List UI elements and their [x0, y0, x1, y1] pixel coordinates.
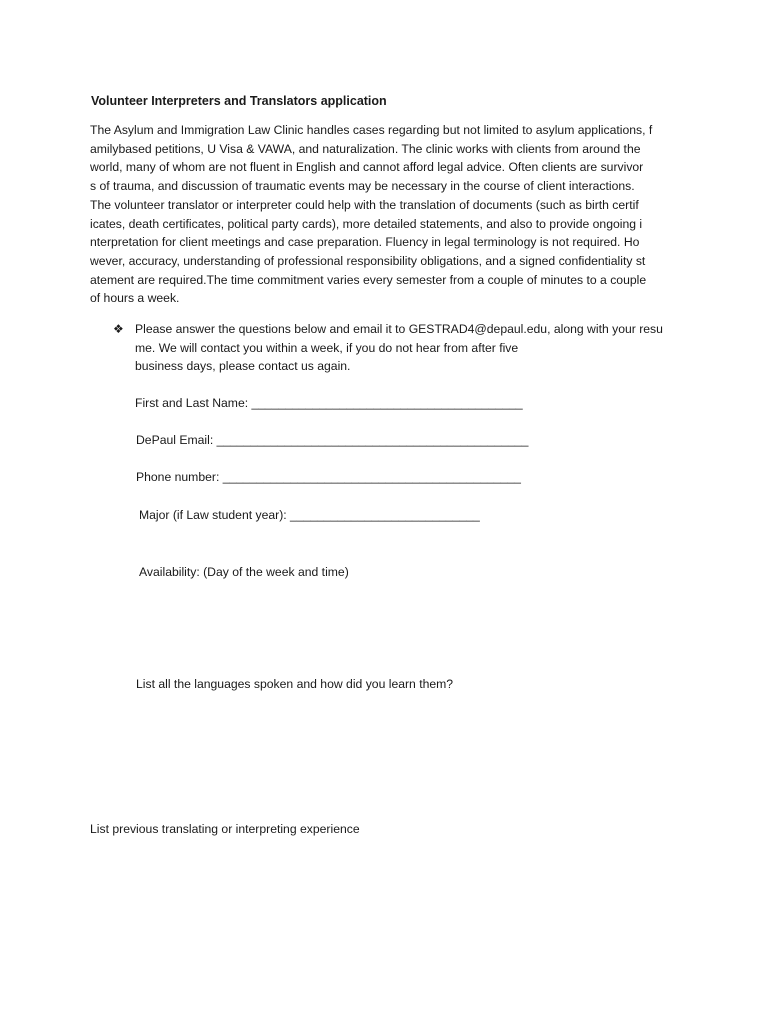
phone-field[interactable]: Phone number: ____________________________________________ — [136, 470, 521, 484]
instructions-line: me. We will contact you within a week, if you do not hear from after five — [135, 340, 519, 355]
major-field[interactable]: Major (if Law student year): ____________________________ — [139, 508, 480, 522]
instructions-text — [135, 320, 695, 376]
instructions-line: business days, please contact us again. — [135, 359, 351, 374]
name-field[interactable]: First and Last Name: ________________________________________ — [135, 396, 523, 410]
page-title: Volunteer Interpreters and Translators application — [91, 94, 387, 108]
intro-line: atement are required.The time commitment varies every semester from a couple of minutes to a couple — [90, 272, 647, 287]
intro-line: icates, death certificates, political party cards), more detailed statements, and also to provide ongoing i — [90, 216, 643, 231]
intro-line: nterpretation for client meetings and case preparation. Fluency in legal terminology is not required. Ho — [90, 235, 640, 250]
intro-paragraph — [90, 121, 682, 308]
intro-line: s of trauma, and discussion of traumatic events may be necessary in the course of client interactions. — [90, 179, 635, 194]
intro-line: world, many of whom are not fluent in English and cannot afford legal advice. Often clients are survivor — [90, 160, 644, 175]
availability-question: Availability: (Day of the week and time) — [139, 565, 349, 579]
experience-question: List previous translating or interpreting experience — [90, 822, 360, 836]
intro-line: wever, accuracy, understanding of professional responsibility obligations, and a signed confidentiality st — [90, 253, 646, 268]
intro-line: The volunteer translator or interpreter could help with the translation of documents (such as birth certif — [90, 197, 639, 212]
diamond-bullet-icon: ❖ — [113, 322, 124, 336]
languages-question: List all the languages spoken and how did you learn them? — [136, 677, 454, 691]
instructions-line: Please answer the questions below and email it to GESTRAD4@depaul.edu, along with your resu — [135, 322, 663, 336]
intro-line: amilybased petitions, U Visa & VAWA, and naturalization. The clinic works with clients from around the — [90, 141, 641, 156]
email-field[interactable]: DePaul Email: ______________________________________________ — [136, 433, 529, 447]
intro-line: of hours a week. — [90, 291, 180, 306]
intro-line: The Asylum and Immigration Law Clinic handles cases regarding but not limited to asylum applications, f — [90, 123, 653, 137]
